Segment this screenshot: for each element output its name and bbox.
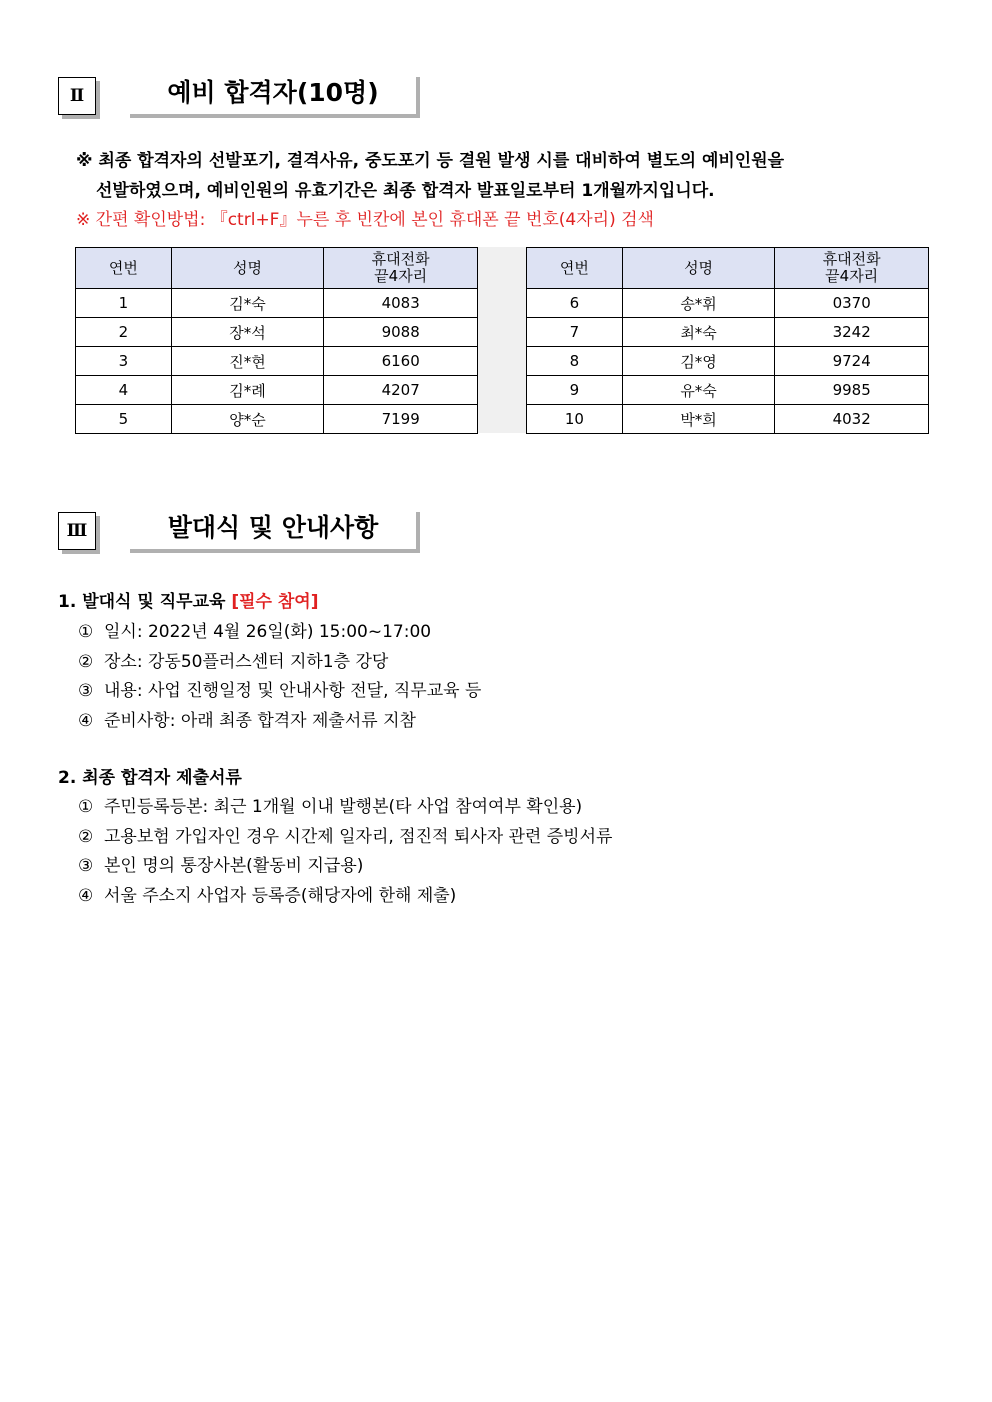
- item-text: 준비사항: 아래 최종 합격자 제출서류 지참: [104, 710, 416, 731]
- row-phone: 7199: [324, 405, 478, 434]
- item-text: 내용: 사업 진행일정 및 안내사항 전달, 직무교육 등: [104, 681, 482, 701]
- subsection-1-heading: [58, 587, 319, 612]
- list-item: [78, 792, 582, 817]
- section-3-title: 발대식 및 안내사항: [167, 513, 379, 542]
- table-row: [527, 376, 929, 405]
- section-2-number: Ⅱ: [58, 77, 96, 115]
- notice-line-2: 선발하였으며, 예비인원의 유효기간은 최종 합격자 발표일로부터 1개월까지입니다.: [96, 181, 715, 201]
- item-text: 장소: 강동50플러스센터 지하1층 강당: [104, 651, 389, 672]
- table-row: [76, 318, 478, 347]
- item-number: ④: [78, 885, 94, 906]
- row-phone: 9985: [775, 376, 929, 405]
- col-header-name: 성명: [622, 248, 775, 289]
- list-item: [78, 881, 456, 906]
- row-name: 김*숙: [171, 289, 324, 318]
- section-2-title: 예비 합격자(10명): [167, 78, 379, 107]
- table-row: [527, 318, 929, 347]
- section-3-header: [58, 512, 438, 556]
- reserve-table-left: [75, 247, 478, 434]
- item-number: ④: [78, 710, 94, 731]
- row-phone: 4207: [324, 376, 478, 405]
- section-2-header: [58, 77, 438, 121]
- table-gap: [478, 247, 526, 433]
- row-phone: 3242: [775, 318, 929, 347]
- col-header-name: 성명: [171, 248, 324, 289]
- row-name: 송*휘: [622, 289, 775, 318]
- row-phone: 9724: [775, 347, 929, 376]
- table-row: [527, 347, 929, 376]
- table-row: [76, 347, 478, 376]
- row-name: 진*현: [171, 347, 324, 376]
- item-number: ①: [78, 622, 94, 642]
- item-number: ②: [78, 826, 94, 847]
- search-tip: ※ 간편 확인방법: 『ctrl+F』누른 후 빈칸에 본인 휴대폰 끝 번호(4자리) 검색: [76, 210, 654, 230]
- list-item: [78, 676, 481, 701]
- list-item: [78, 851, 363, 876]
- col-header-no: 연번: [527, 248, 623, 289]
- row-number: 10: [527, 405, 623, 434]
- table-row: [527, 289, 929, 318]
- row-name: 장*석: [171, 318, 324, 347]
- required-badge: [필수 참여]: [231, 592, 319, 612]
- col-header-phone: 휴대전화 끝4자리: [775, 248, 929, 289]
- item-number: ①: [78, 797, 94, 817]
- table-row: [76, 405, 478, 434]
- row-name: 유*숙: [622, 376, 775, 405]
- table-row: [76, 289, 478, 318]
- row-number: 1: [76, 289, 172, 318]
- subsection-1-title: 1. 발대식 및 직무교육: [58, 592, 232, 612]
- row-number: 4: [76, 376, 172, 405]
- row-phone: 9088: [324, 318, 478, 347]
- item-text: 주민등록등본: 최근 1개월 이내 발행본(타 사업 참여여부 확인용): [104, 797, 583, 817]
- list-item: [78, 706, 416, 731]
- list-item: [78, 647, 388, 672]
- col-header-phone: 휴대전화 끝4자리: [324, 248, 478, 289]
- row-number: 8: [527, 347, 623, 376]
- item-text: 고용보험 가입자인 경우 시간제 일자리, 점진적 퇴사자 관련 증빙서류: [104, 826, 613, 847]
- row-name: 김*례: [171, 376, 324, 405]
- row-number: 7: [527, 318, 623, 347]
- row-number: 6: [527, 289, 623, 318]
- subsection-2-heading: 2. 최종 합격자 제출서류: [58, 768, 242, 788]
- list-item: [78, 617, 431, 642]
- row-name: 김*영: [622, 347, 775, 376]
- row-phone: 0370: [775, 289, 929, 318]
- item-number: ③: [78, 681, 94, 701]
- row-name: 최*숙: [622, 318, 775, 347]
- notice-line-1: ※ 최종 합격자의 선발포기, 결격사유, 중도포기 등 결원 발생 시를 대비하여 별도의 예비인원을: [76, 151, 785, 171]
- item-number: ②: [78, 651, 94, 672]
- row-number: 3: [76, 347, 172, 376]
- row-name: 양*순: [171, 405, 324, 434]
- section-3-number: Ⅲ: [58, 512, 96, 550]
- reserve-table-right: [526, 247, 929, 434]
- row-number: 2: [76, 318, 172, 347]
- item-text: 서울 주소지 사업자 등록증(해당자에 한해 제출): [104, 885, 457, 906]
- row-phone: 4083: [324, 289, 478, 318]
- table-row: [76, 376, 478, 405]
- item-number: ③: [78, 856, 94, 876]
- row-phone: 4032: [775, 405, 929, 434]
- table-row: [527, 405, 929, 434]
- item-text: 본인 명의 통장사본(활동비 지급용): [104, 856, 364, 876]
- row-number: 9: [527, 376, 623, 405]
- col-header-no: 연번: [76, 248, 172, 289]
- row-number: 5: [76, 405, 172, 434]
- item-text: 일시: 2022년 4월 26일(화) 15:00~17:00: [104, 622, 432, 642]
- list-item: [78, 822, 612, 847]
- row-phone: 6160: [324, 347, 478, 376]
- row-name: 박*희: [622, 405, 775, 434]
